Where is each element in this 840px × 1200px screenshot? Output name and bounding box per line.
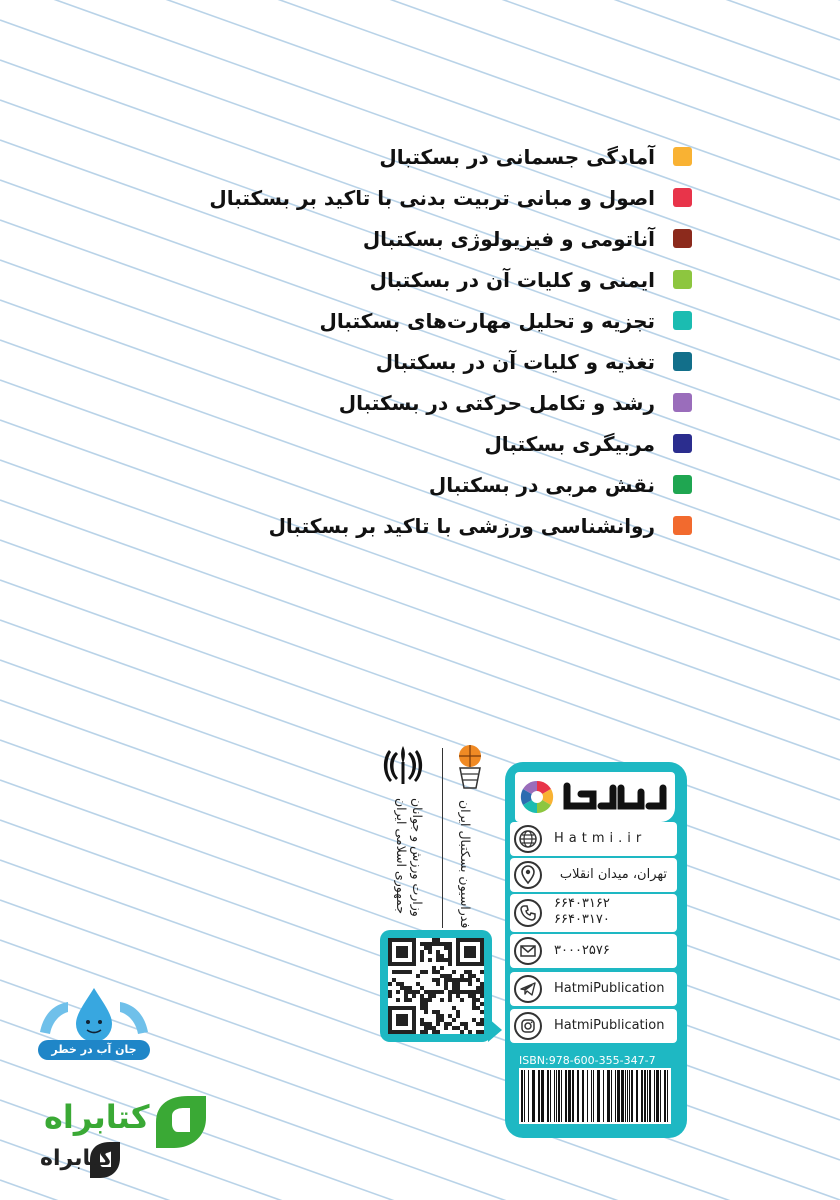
water-campaign-badge: جان آب در خطر است (38, 1040, 150, 1060)
qr-pointer (488, 1018, 502, 1042)
envelope-icon (514, 937, 542, 965)
color-square-icon (673, 434, 692, 453)
federation-name: فدراسیون بسکتبال ایران (458, 800, 473, 929)
watermark-text-small: کتابراه (40, 1146, 113, 1171)
barcode-bars (519, 1068, 671, 1124)
globe-icon (514, 825, 542, 853)
contact-card (505, 762, 687, 1138)
publisher-logo-box (515, 772, 675, 822)
watermark-text: کتابراه (44, 1098, 150, 1136)
publisher-logo-icon (515, 772, 675, 822)
website-text[interactable]: Hatmi.ir (554, 831, 647, 846)
color-square-icon (673, 229, 692, 248)
qr-code-frame[interactable] (380, 930, 492, 1042)
color-square-icon (673, 393, 692, 412)
color-square-icon (673, 188, 692, 207)
color-square-icon (673, 147, 692, 166)
ministry-line-1: جمهوری اسلامی ایران (394, 798, 409, 914)
basketball-federation-logo-icon (452, 742, 488, 792)
toc-item-text: آمادگی جسمانی در بسکتبال (379, 144, 655, 169)
instagram-row[interactable] (510, 1009, 677, 1043)
ministry-line-2: وزارت ورزش و جوانان (410, 798, 425, 917)
toc-item (132, 218, 692, 259)
toc-item-text: رشد و تکامل حرکتی در بسکتبال (338, 390, 655, 415)
toc-item (132, 382, 692, 423)
toc-item (132, 423, 692, 464)
toc-item-text: تجزیه و تحلیل مهارت‌های بسکتبال (319, 308, 655, 333)
phone-row[interactable] (510, 894, 677, 932)
address-row (510, 858, 677, 892)
toc-item (132, 464, 692, 505)
toc-item (132, 136, 692, 177)
phone-icon (514, 899, 542, 927)
color-square-icon (673, 311, 692, 330)
toc-item-text: آناتومی و فیزیولوژی بسکتبال (362, 226, 655, 251)
toc-item-text: ایمنی و کلیات آن در بسکتبال (369, 267, 655, 292)
table-of-contents (132, 136, 692, 546)
instagram-icon (514, 1012, 542, 1040)
telegram-handle[interactable]: HatmiPublication (554, 981, 665, 996)
sms-number[interactable]: ۳۰۰۰۲۵۷۶ (554, 943, 610, 958)
telegram-row[interactable] (510, 972, 677, 1006)
emblem-divider (442, 748, 443, 928)
toc-item (132, 177, 692, 218)
iran-emblem-icon (380, 742, 426, 786)
isbn-text: ISBN:978-600-355-347-7 (519, 1054, 656, 1067)
qr-code-icon[interactable] (388, 938, 484, 1034)
toc-item (132, 505, 692, 546)
phone-number-1[interactable]: ۶۶۴۰۳۱۶۲ (554, 896, 610, 911)
website-row[interactable] (510, 822, 677, 856)
color-square-icon (673, 516, 692, 535)
toc-item-text: اصول و مبانی تربیت بدنی با تاکید بر بسکتبال (209, 185, 655, 210)
barcode (519, 1068, 671, 1124)
toc-item-text: روانشناسی ورزشی با تاکید بر بسکتبال (268, 513, 655, 538)
toc-item (132, 300, 692, 341)
phone-number-2[interactable]: ۶۶۴۰۳۱۷۰ (554, 912, 610, 927)
location-pin-icon (514, 861, 542, 889)
toc-item (132, 259, 692, 300)
color-square-icon (673, 475, 692, 494)
instagram-handle[interactable]: HatmiPublication (554, 1018, 665, 1033)
color-square-icon (673, 352, 692, 371)
ketabrah-leaf-icon (148, 1092, 212, 1152)
telegram-icon (514, 975, 542, 1003)
toc-item-text: نقش مربی در بسکتبال (428, 472, 655, 497)
toc-item-text: تغذیه و کلیات آن در بسکتبال (375, 349, 655, 374)
color-square-icon (673, 270, 692, 289)
toc-item-text: مربیگری بسکتبال (484, 431, 655, 456)
sms-row[interactable] (510, 934, 677, 968)
toc-item (132, 341, 692, 382)
address-text: تهران، میدان انقلاب (559, 867, 667, 882)
